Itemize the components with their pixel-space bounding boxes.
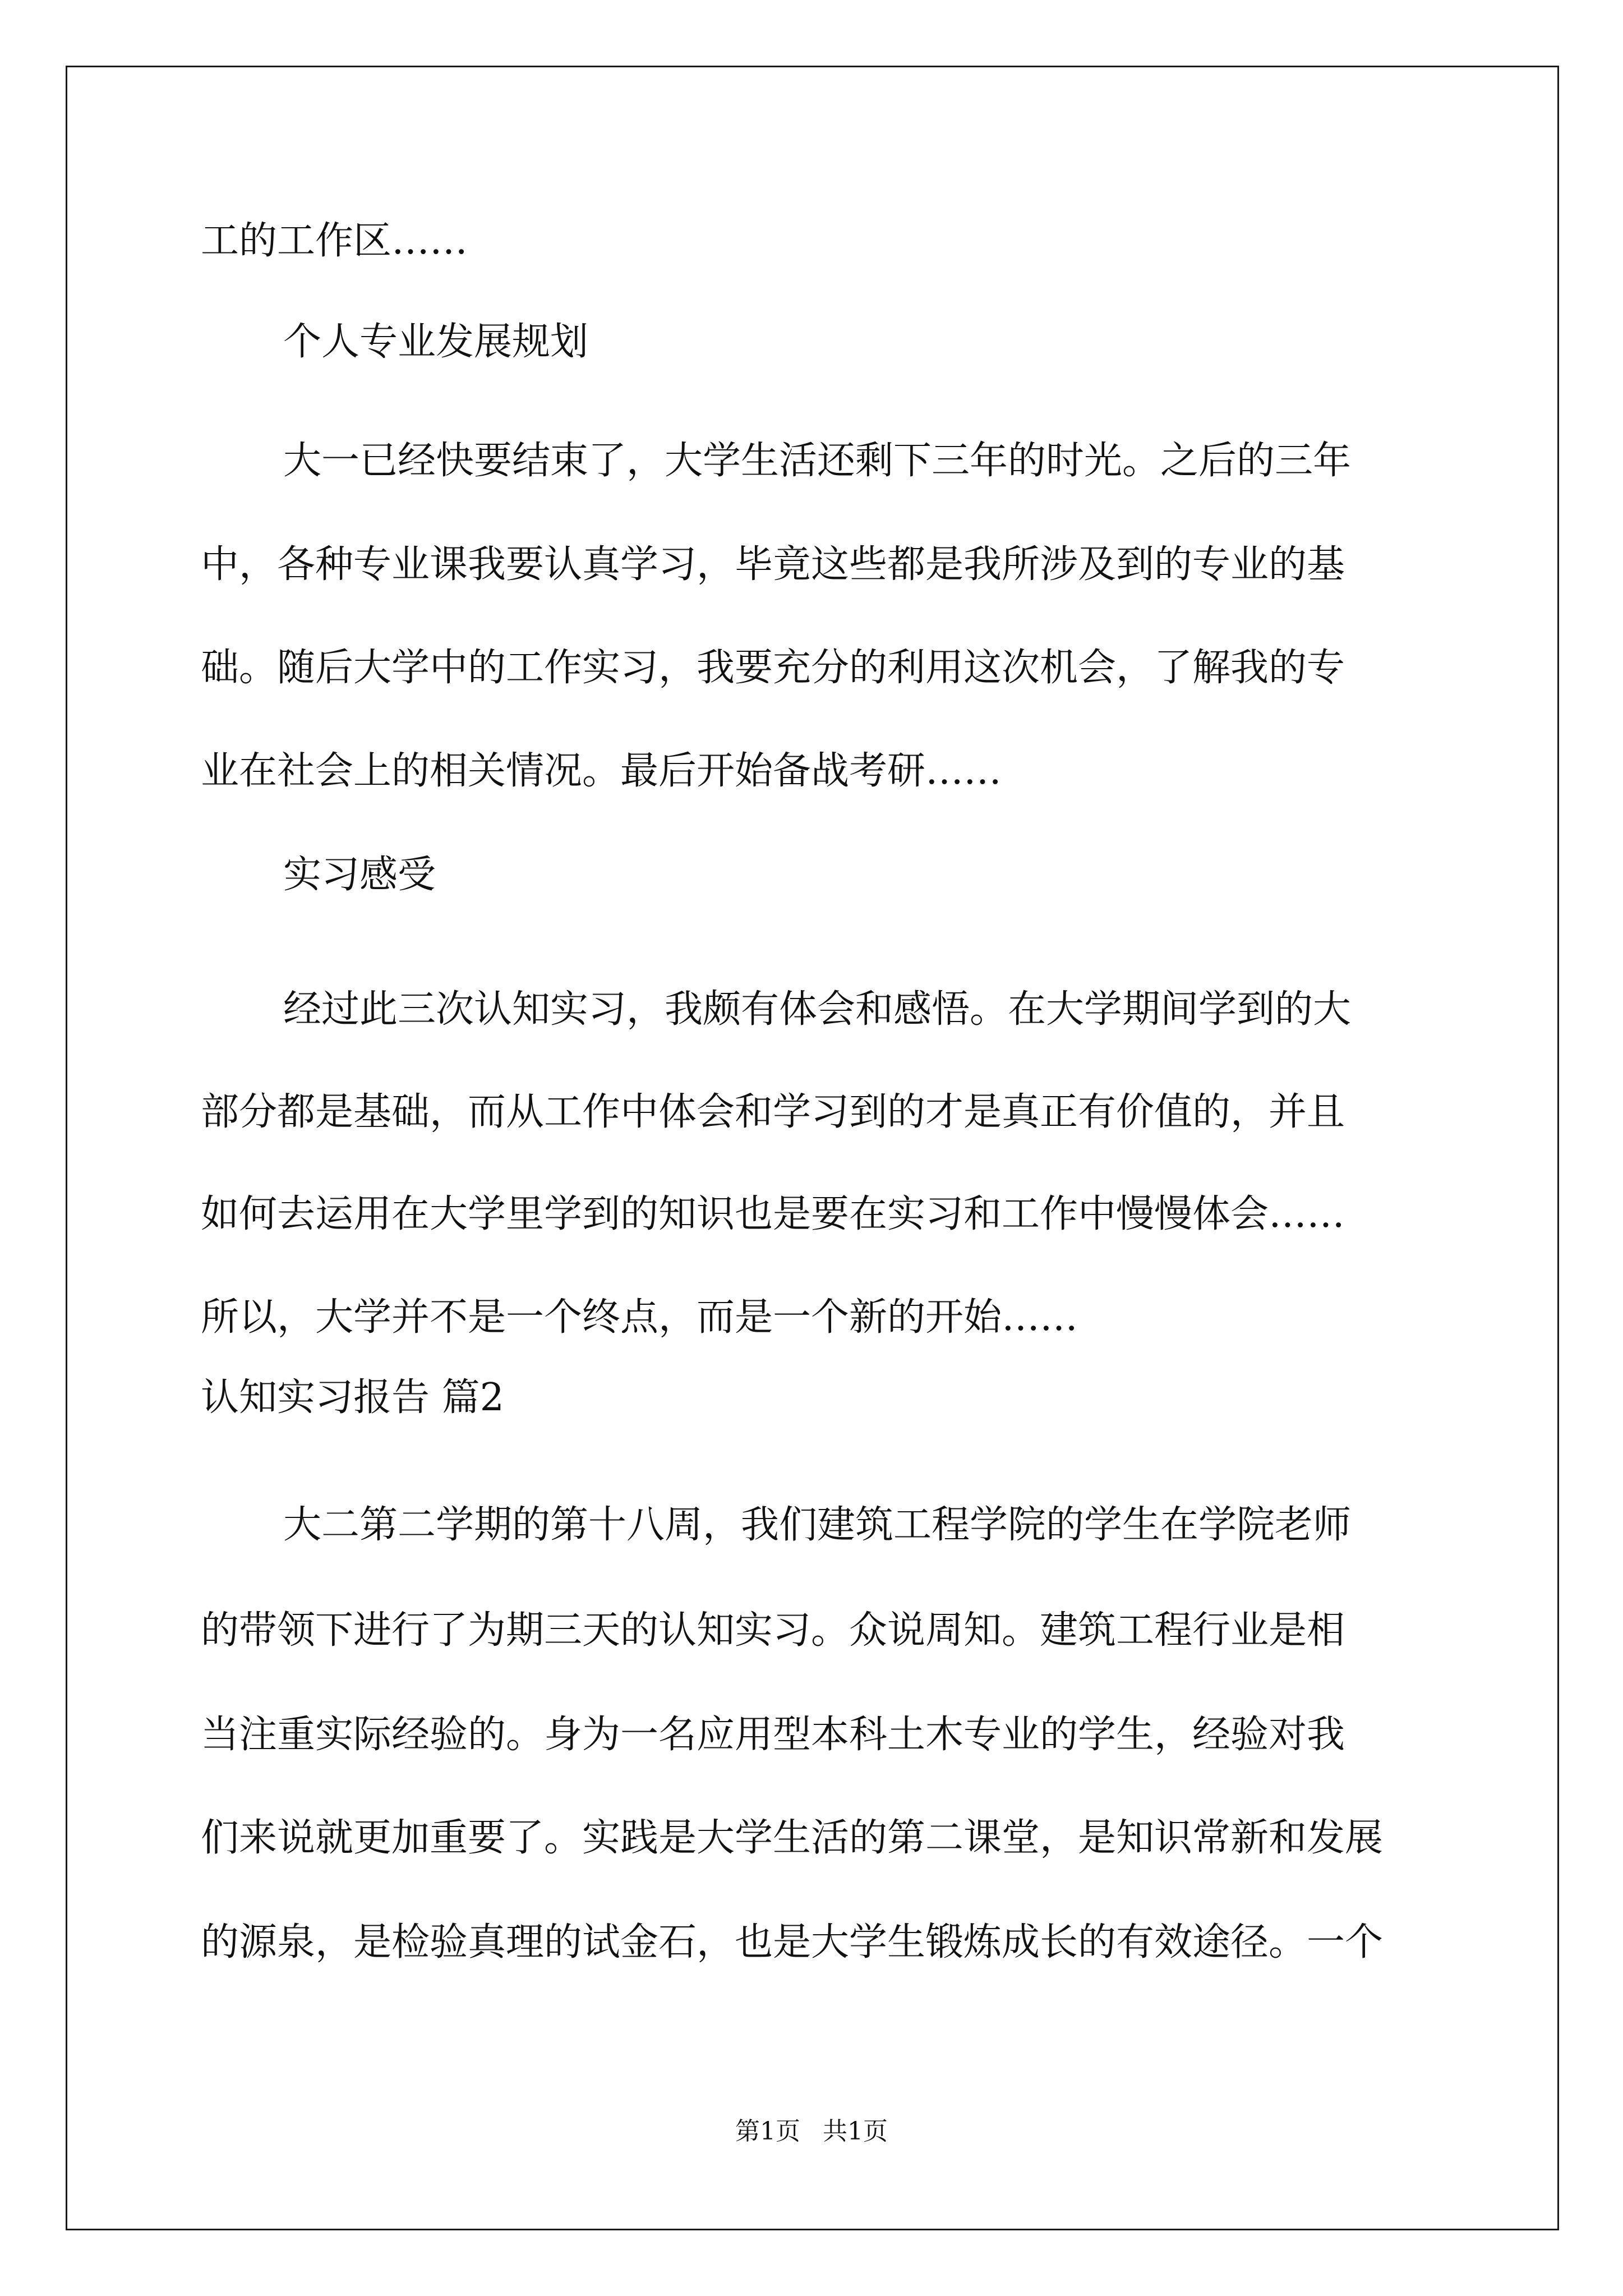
- text-line: 的带领下进行了为期三天的认知实习。众说周知。建筑工程行业是相: [201, 1608, 1345, 1653]
- page-total: 共1页: [823, 2117, 888, 2146]
- article-title: 认知实习报告 篇2: [201, 1375, 504, 1420]
- text-line: 的源泉，是检验真理的试金石，也是大学生锻炼成长的有效途径。一个: [201, 1920, 1384, 1964]
- text-line: 所以，大学并不是一个终点，而是一个新的开始……: [201, 1295, 1078, 1340]
- text-line: 大一已经快要结束了，大学生活还剩下三年的时光。之后的三年: [283, 439, 1352, 483]
- page-border: [66, 66, 1559, 2230]
- text-line: 们来说就更加重要了。实践是大学生活的第二课堂，是知识常新和发展: [201, 1816, 1384, 1860]
- section-heading: 个人专业发展规划: [283, 320, 589, 364]
- text-line: 大二第二学期的第十八周，我们建筑工程学院的学生在学院老师: [283, 1503, 1352, 1547]
- section-heading: 实习感受: [283, 853, 436, 897]
- text-line: 部分都是基础，而从工作中体会和学习到的才是真正有价值的，并且: [201, 1090, 1345, 1134]
- text-line: 业在社会上的相关情况。最后开始备战考研……: [201, 749, 1002, 793]
- text-line: 中，各种专业课我要认真学习，毕竟这些都是我所涉及到的专业的基: [201, 542, 1345, 587]
- page-number: 第1页: [735, 2117, 800, 2146]
- text-line: 如何去运用在大学里学到的知识也是要在实习和工作中慢慢体会……: [201, 1192, 1345, 1236]
- text-line: 经过此三次认知实习，我颇有体会和感悟。在大学期间学到的大: [283, 987, 1352, 1032]
- text-line: 当注重实际经验的。身为一名应用型本科土木专业的学生，经验对我: [201, 1713, 1345, 1757]
- text-line: 工的工作区……: [201, 219, 468, 263]
- text-line: 础。随后大学中的工作实习，我要充分的利用这次机会，了解我的专: [201, 646, 1345, 690]
- page-footer: [0, 2115, 1623, 2148]
